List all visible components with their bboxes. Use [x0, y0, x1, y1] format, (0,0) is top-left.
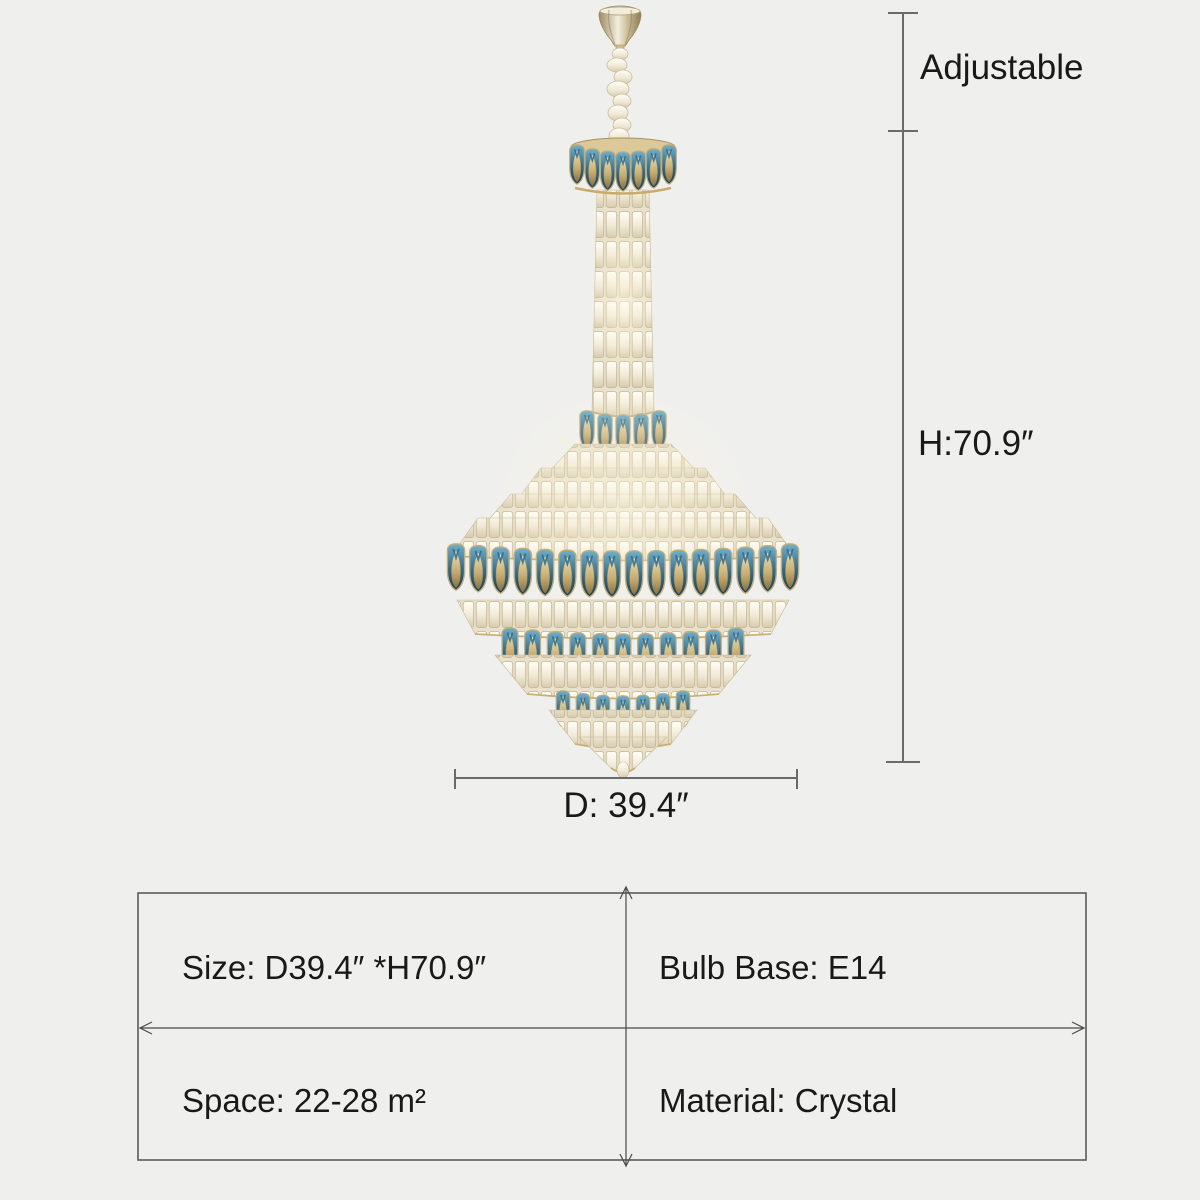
adjustable-label: Adjustable [920, 48, 1084, 87]
spec-material: Material: Crystal [659, 1082, 898, 1119]
spec-bulb-base: Bulb Base: E14 [659, 949, 887, 986]
spec-space: Space: 22-28 m² [182, 1082, 426, 1119]
table-borders [138, 887, 1086, 1166]
spec-size: Size: D39.4″ *H70.9″ [182, 949, 487, 986]
height-label: H:70.9″ [918, 424, 1034, 463]
height-dimension-line [886, 13, 920, 762]
diameter-label: D: 39.4″ [563, 786, 689, 825]
